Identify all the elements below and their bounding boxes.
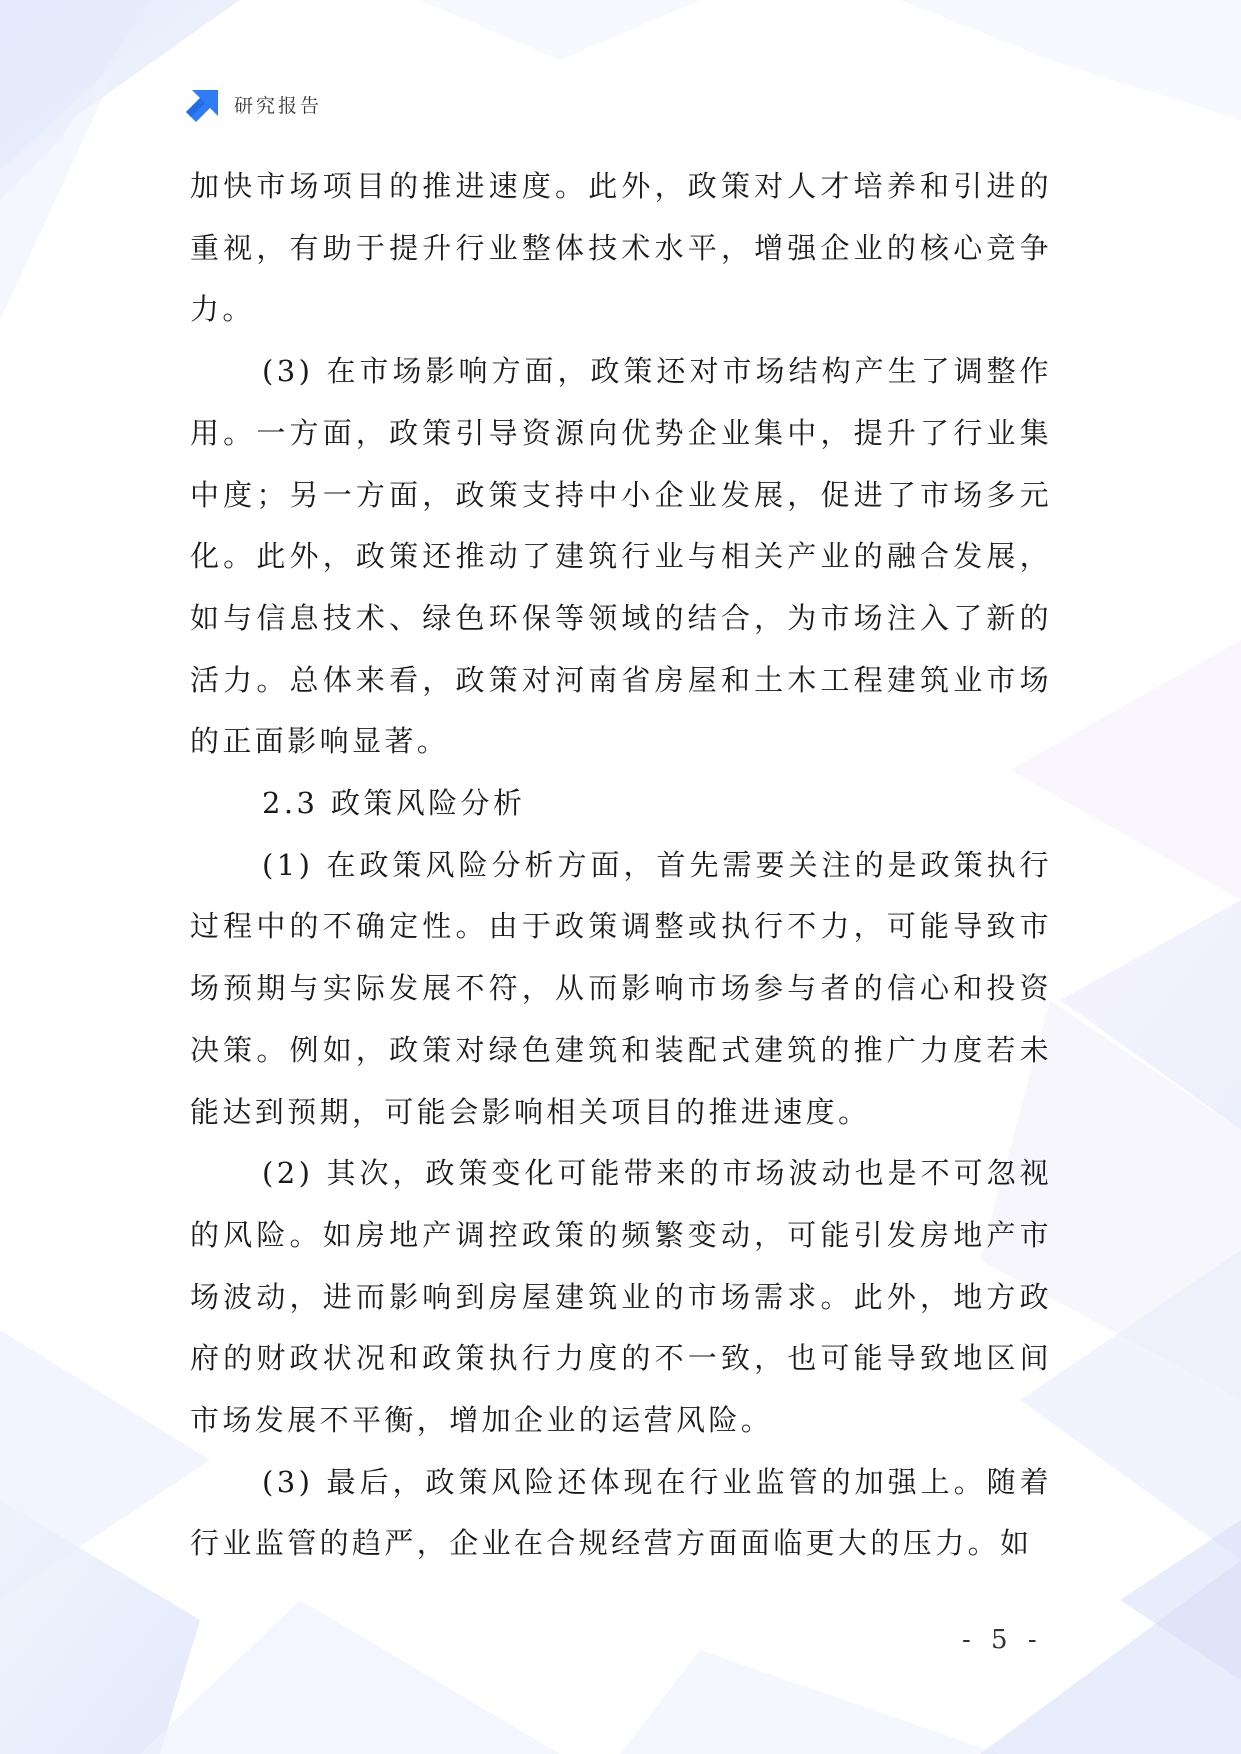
paragraph-intro-continued: 加快市场项目的推进速度。此外，政策对人才培养和引进的重视，有助于提升行业整体技术水平，增强企业的核心竞争力。 <box>190 169 1052 327</box>
paragraph-risk-3: (3) 最后，政策风险还体现在行业监管的加强上。随着行业监管的趋严，企业在合规经营方面面临更大的压力。如 <box>190 1464 1052 1561</box>
section-heading: 2.3 政策风险分析 <box>262 786 526 821</box>
header-title: 研究报告 <box>234 94 323 117</box>
document-body <box>190 156 1052 1575</box>
page-number: - 5 - <box>962 1625 1043 1655</box>
paragraph-market-impact-3: (3) 在市场影响方面，政策还对市场结构产生了调整作用。一方面，政策引导资源向优势企业集中，提升了行业集中度；另一方面，政策支持中小企业发展，促进了市场多元化。此外，政策还推动了建筑行业与相关产业的融合发展，如与信息技术、绿色环保等领域的结合，为市场注入了新的活力。总体来看，政策对河南省房屋和土木工程建筑业市场的正面影响显著。 <box>190 354 1052 759</box>
paragraph-risk-1: (1) 在政策风险分析方面，首先需要关注的是政策执行过程中的不确定性。由于政策调整或执行不力，可能导致市场预期与实际发展不符，从而影响市场参与者的信心和投资决策。例如，政策对绿色建筑和装配式建筑的推广力度若未能达到预期，可能会影响相关项目的推进速度。 <box>190 847 1052 1129</box>
report-header <box>186 86 322 122</box>
paragraph-risk-2: (2) 其次，政策变化可能带来的市场波动也是不可忽视的风险。如房地产调控政策的频繁变动，可能引发房地产市场波动，进而影响到房屋建筑业的市场需求。此外，地方政府的财政状况和政策执行力度的不一致，也可能导致地区间市场发展不平衡，增加企业的运营风险。 <box>190 1156 1052 1438</box>
arrow-up-right-icon <box>186 86 222 122</box>
